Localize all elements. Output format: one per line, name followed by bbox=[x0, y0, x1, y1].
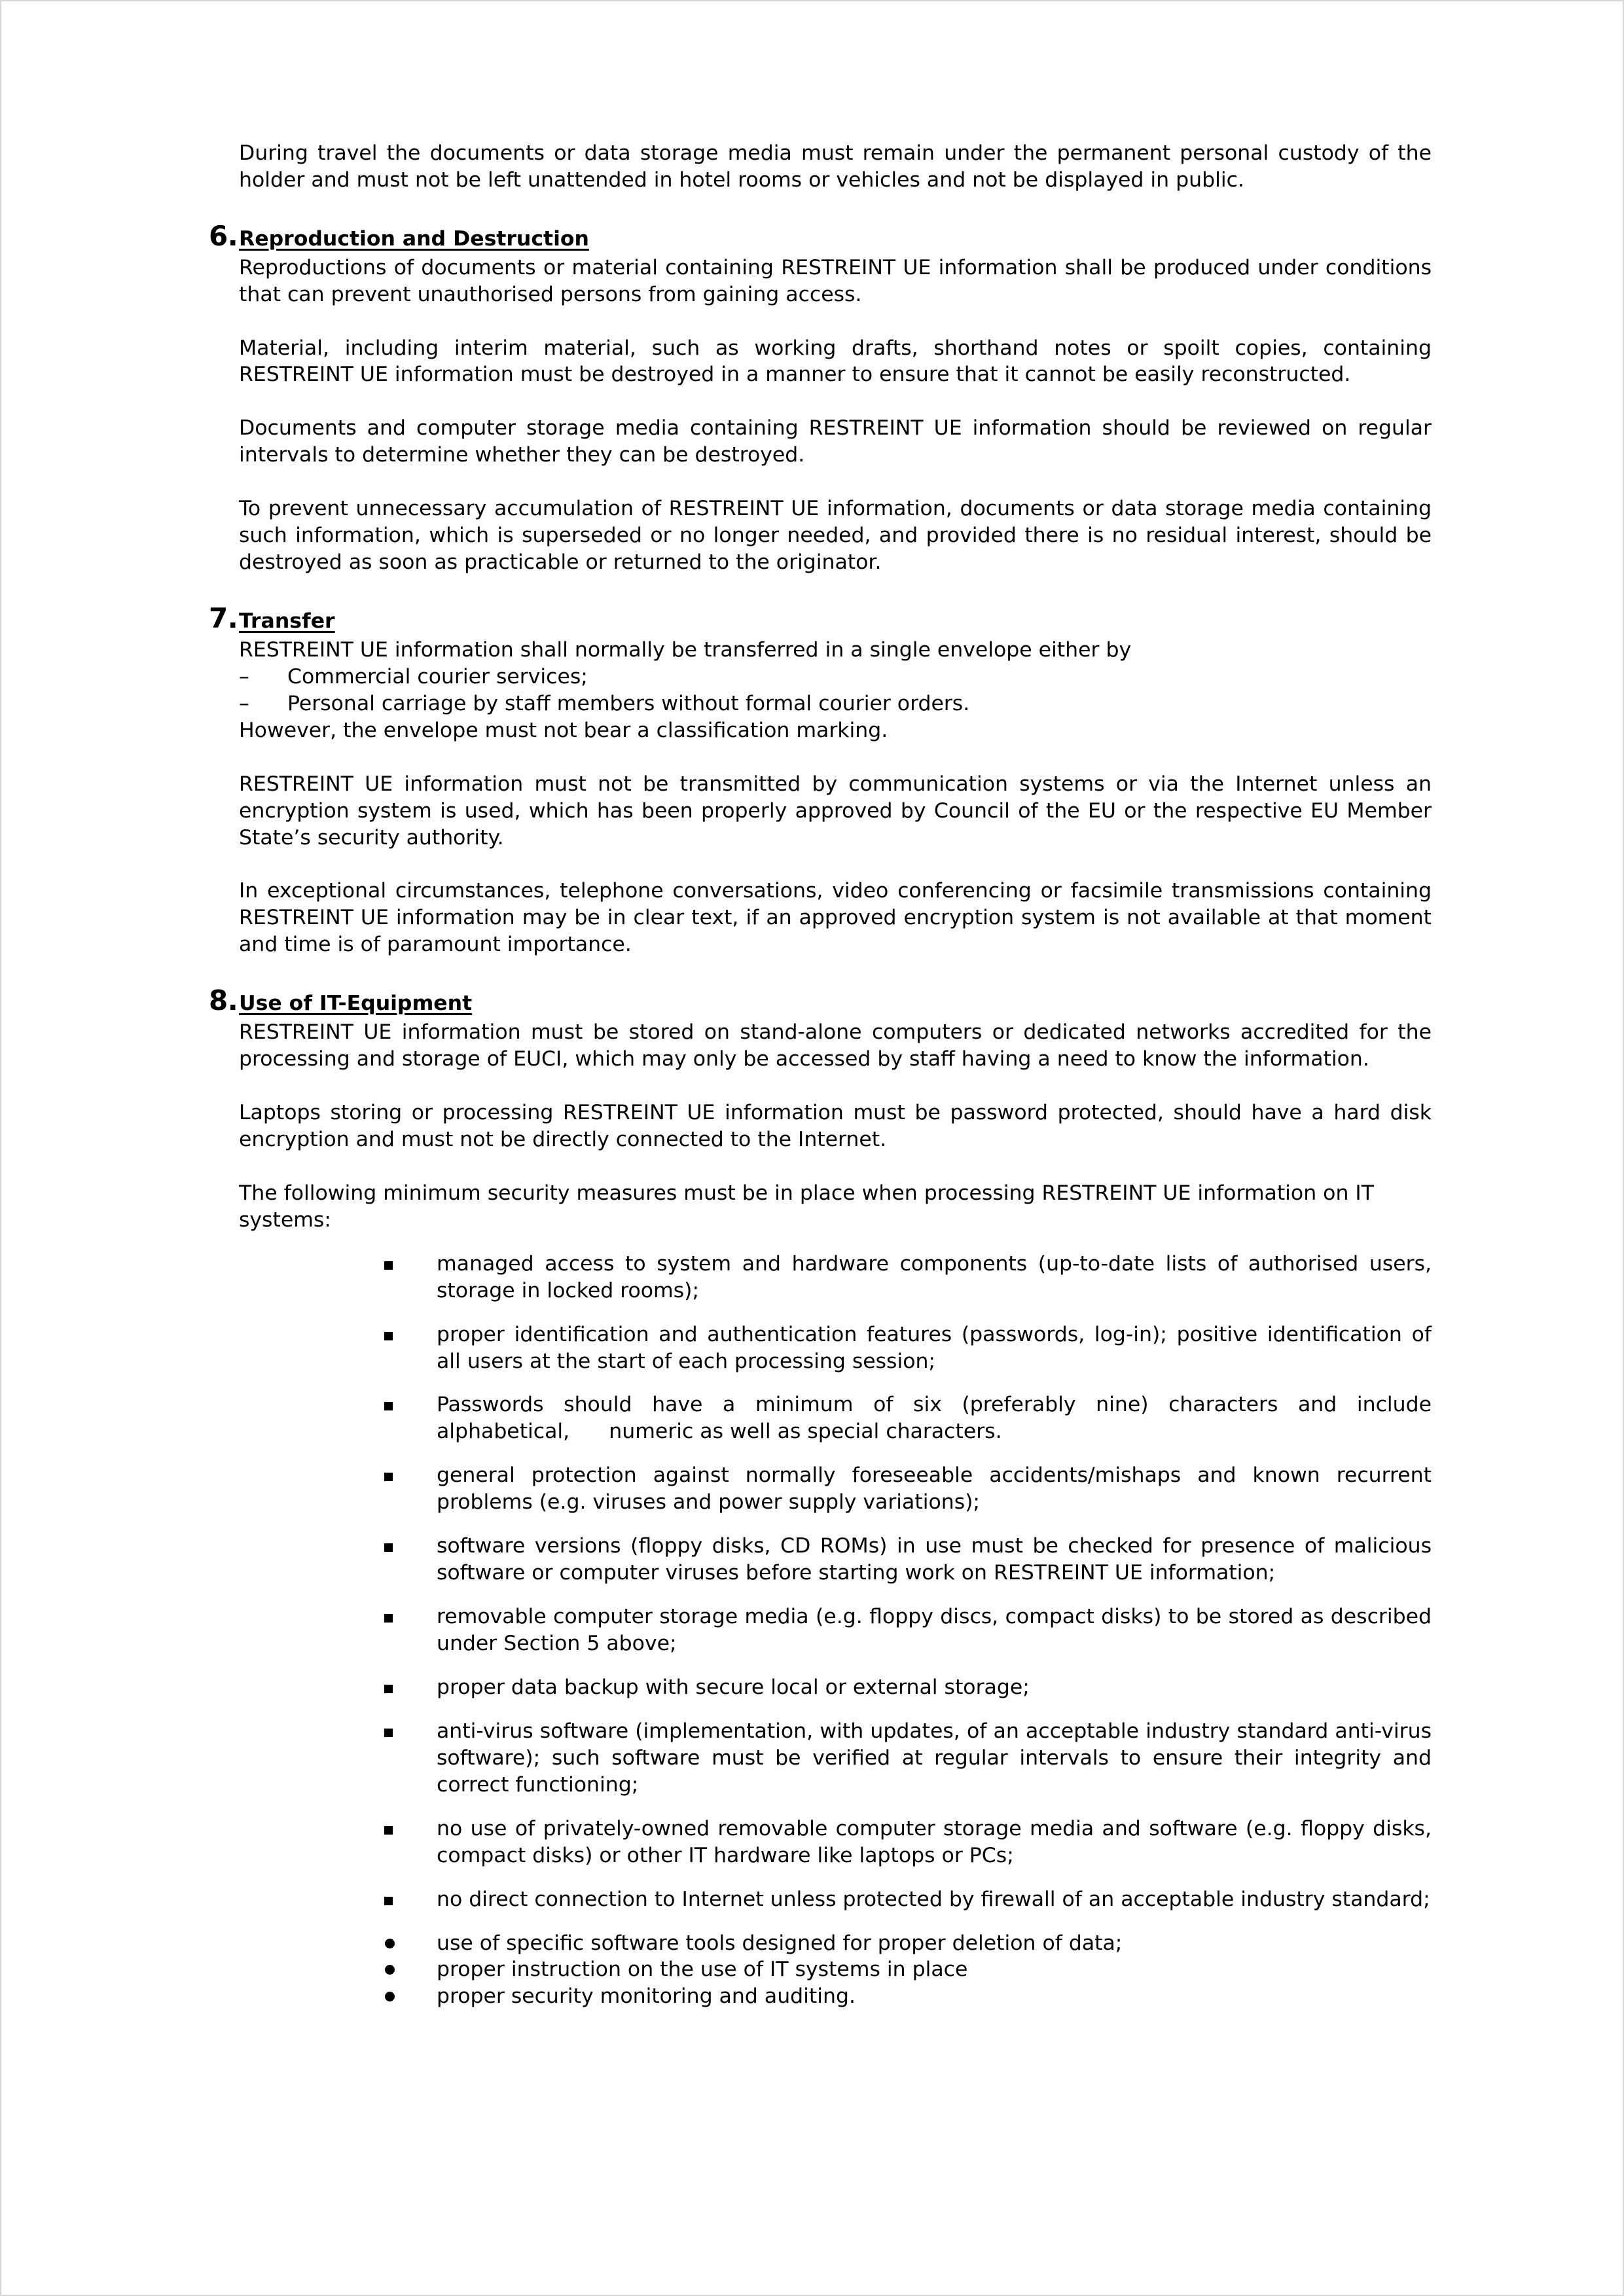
list-item-label: software versions (floppy disks, CD ROMs) in use must be checked for presence of malicious software or computer viruses before starting work on RESTREINT UE information; bbox=[437, 1534, 1432, 1585]
list-item-label: no direct connection to Internet unless protected by firewall of an acceptable industry standard; bbox=[437, 1887, 1430, 1911]
list-item-label: general protection against normally foreseeable accidents/mishaps and known recurrent problems (e.g. viruses and power supply variations); bbox=[437, 1463, 1432, 1515]
list-item bbox=[384, 1391, 1432, 1445]
list-item bbox=[384, 1251, 1432, 1304]
list-item-label: Passwords should have a minimum of six (preferably nine) characters and include alphabetical, numeric as well as special characters. bbox=[437, 1393, 1432, 1444]
square-bullet-icon bbox=[384, 1402, 393, 1410]
section-8-paragraph-1: RESTREINT UE information must be stored on stand-alone computers or dedicated networks accredited for the processing and storage of EUCI, which may only be accessed by staff having a need to know the information. bbox=[239, 1020, 1432, 1071]
section-number-6: 6. bbox=[209, 219, 238, 252]
intro-paragraph: During travel the documents or data storage media must remain under the permanent personal custody of the holder and must not be left unattended in hotel rooms or vehicles and not be displayed in public. bbox=[239, 141, 1432, 192]
transfer-methods-list bbox=[239, 664, 1432, 717]
section-title-8: Use of IT-Equipment bbox=[239, 992, 473, 1016]
list-item-label: managed access to system and hardware components (up-to-date lists of authorised users, storage in locked rooms); bbox=[437, 1251, 1432, 1302]
list-item bbox=[239, 691, 1432, 717]
list-item bbox=[384, 1983, 1432, 2010]
list-item bbox=[384, 1816, 1432, 1869]
square-bullet-icon bbox=[384, 1685, 393, 1693]
round-bullet-icon bbox=[385, 1939, 395, 1948]
security-measures-list bbox=[239, 1251, 1432, 1913]
list-item-label: proper instruction on the use of IT systems in place bbox=[437, 1958, 968, 1982]
dash-bullet-icon: – bbox=[239, 691, 249, 715]
list-item bbox=[384, 1886, 1432, 1913]
round-bullet-icon bbox=[385, 1992, 395, 2001]
round-bullet-icon bbox=[385, 1965, 395, 1975]
list-item-label: anti-virus software (implementation, with updates, of an acceptable industry standard anti-virus software); such software must be verified at regular intervals to ensure their integrity and correct functioning; bbox=[437, 1719, 1432, 1797]
square-bullet-icon bbox=[384, 1729, 393, 1737]
list-item-label: proper data backup with secure local or external storage; bbox=[437, 1675, 1030, 1699]
square-bullet-icon bbox=[384, 1261, 393, 1270]
list-item-label: removable computer storage media (e.g. floppy discs, compact disks) to be stored as described under Section 5 above; bbox=[437, 1605, 1432, 1656]
section-6-paragraph-4: To prevent unnecessary accumulation of RESTREINT UE information, documents or data storage media containing such information, which is superseded or no longer needed, and provided there is no residual interest, should be destroyed as soon as practicable or returned to the originator. bbox=[239, 497, 1432, 575]
section-6-paragraph-1: Reproductions of documents or material containing RESTREINT UE information shall be produced under conditions that can prevent unauthorised persons from gaining access. bbox=[239, 255, 1432, 306]
section-7-paragraph-2: In exceptional circumstances, telephone conversations, video conferencing or facsimile transmissions containing RESTREINT UE information may be in clear text, if an approved encryption system is not available at that moment and time is of paramount importance. bbox=[239, 879, 1432, 957]
list-item bbox=[384, 1930, 1432, 1957]
square-bullet-icon bbox=[384, 1614, 393, 1623]
square-bullet-icon bbox=[384, 1473, 393, 1481]
list-item bbox=[239, 664, 1432, 691]
square-bullet-icon bbox=[384, 1826, 393, 1835]
square-bullet-icon bbox=[384, 1332, 393, 1340]
list-item-label: Personal carriage by staff members without formal courier orders. bbox=[287, 691, 970, 715]
square-bullet-icon bbox=[384, 1897, 393, 1905]
section-heading-6 bbox=[209, 219, 1432, 252]
list-item bbox=[384, 1674, 1432, 1701]
list-item bbox=[384, 1462, 1432, 1516]
section-number-8: 8. bbox=[209, 984, 238, 1017]
list-item bbox=[384, 1321, 1432, 1375]
additional-measures-list bbox=[239, 1930, 1432, 2011]
section-title-7: Transfer bbox=[239, 609, 335, 634]
list-item-label: Commercial courier services; bbox=[287, 664, 588, 689]
section-heading-8 bbox=[209, 984, 1432, 1017]
section-7-lead-in: RESTREINT UE information shall normally be transferred in a single envelope either by bbox=[239, 637, 1132, 662]
list-item-label: proper security monitoring and auditing. bbox=[437, 1984, 856, 2009]
section-8-paragraph-2: Laptops storing or processing RESTREINT UE information must be password protected, should have a hard disk encryption and must not be directly connected to the Internet. bbox=[239, 1100, 1432, 1151]
section-number-7: 7. bbox=[209, 602, 238, 635]
section-7-paragraph-1: RESTREINT UE information must not be transmitted by communication systems or via the Internet unless an encryption system is used, which has been properly approved by Council of the EU or the respective EU Member State’s security authority. bbox=[239, 772, 1432, 850]
square-bullet-icon bbox=[384, 1543, 393, 1552]
section-6-paragraph-2: Material, including interim material, such as working drafts, shorthand notes or spoilt copies, containing RESTREINT UE information must be destroyed in a manner to ensure that it cannot be easily reconstructed. bbox=[239, 336, 1432, 387]
section-7-after-list: However, the envelope must not bear a classification marking. bbox=[239, 718, 888, 742]
section-title-6: Reproduction and Destruction bbox=[239, 226, 589, 251]
spacer bbox=[239, 1913, 1432, 1930]
list-item-label: proper identification and authentication features (passwords, log-in); positive identification of all users at the start of each processing session; bbox=[437, 1322, 1432, 1373]
section-8-paragraph-3: The following minimum security measures must be in place when processing RESTREINT UE information on IT systems: bbox=[239, 1181, 1374, 1232]
list-item bbox=[384, 1956, 1432, 1983]
spacer bbox=[239, 1234, 1432, 1251]
list-item bbox=[384, 1604, 1432, 1657]
list-item bbox=[384, 1718, 1432, 1799]
document-body bbox=[209, 140, 1432, 2010]
section-heading-7 bbox=[209, 602, 1432, 635]
section-6-paragraph-3: Documents and computer storage media containing RESTREINT UE information should be reviewed on regular intervals to determine whether they can be destroyed. bbox=[239, 416, 1432, 467]
list-item bbox=[384, 1533, 1432, 1587]
dash-bullet-icon: – bbox=[239, 664, 249, 689]
list-item-label: use of specific software tools designed for proper deletion of data; bbox=[437, 1931, 1123, 1955]
list-item-label: no use of privately-owned removable computer storage media and software (e.g. floppy disks, compact disks) or other IT hardware like laptops or PCs; bbox=[437, 1816, 1432, 1867]
